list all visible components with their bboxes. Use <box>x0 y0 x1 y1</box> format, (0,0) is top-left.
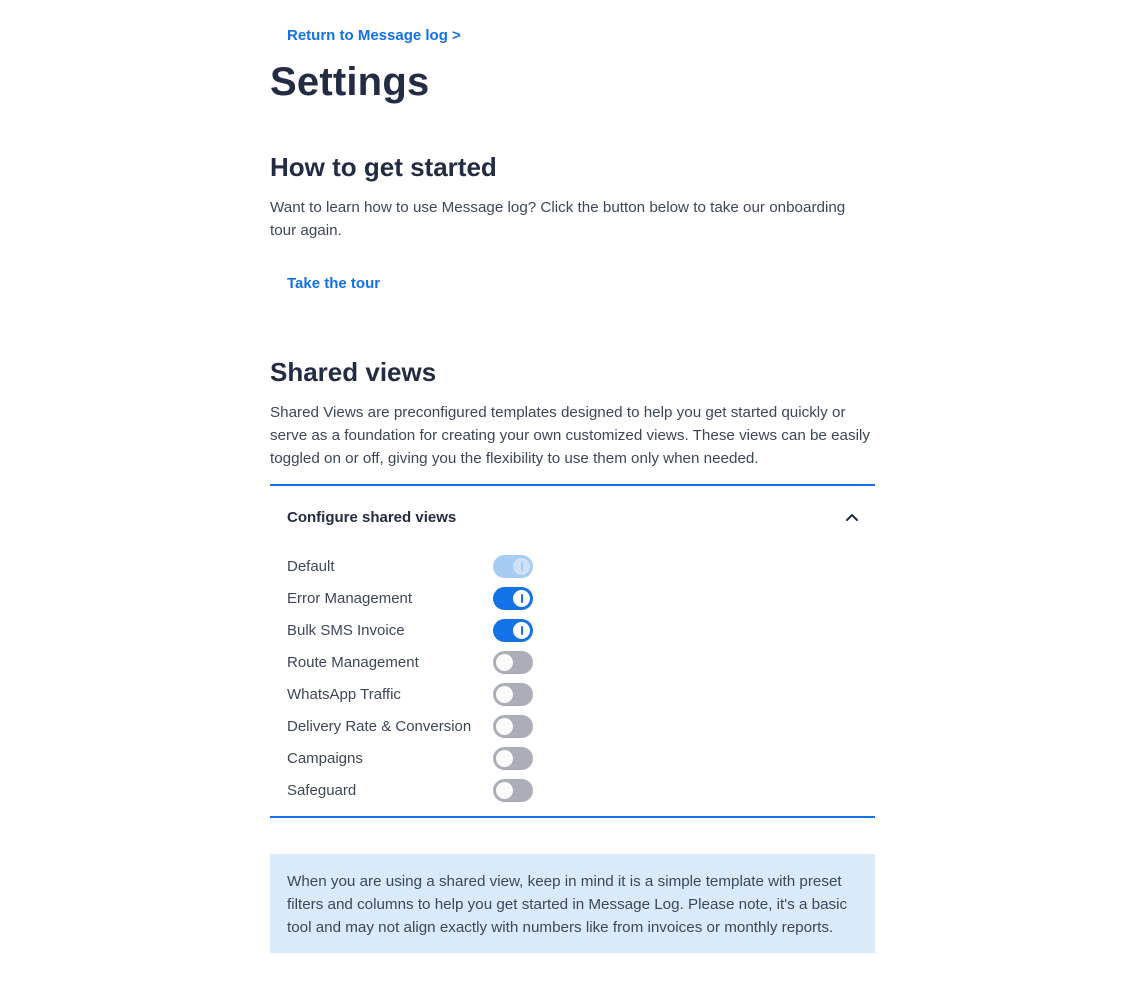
page-title: Settings <box>270 60 430 104</box>
get-started-section <box>270 152 875 293</box>
shared-view-note-text: When you are using a shared view, keep in mind it is a simple template with preset filters and columns to help you get started in Message Log. Please note, it's a basic tool and may not align exactly with numbers like from invoices or monthly reports. <box>287 873 848 936</box>
toggle-row <box>287 614 875 646</box>
shared-views-toggle-list <box>270 550 875 806</box>
toggle-row <box>287 742 875 774</box>
toggle-row <box>287 646 875 678</box>
toggle-label-campaigns: Campaigns <box>287 749 363 767</box>
toggle-row <box>287 710 875 742</box>
shared-views-heading: Shared views <box>270 357 437 387</box>
toggle-label-delivery-rate-conversion: Delivery Rate & Conversion <box>287 717 472 735</box>
toggle-label-bulk-sms-invoice: Bulk SMS Invoice <box>287 621 405 639</box>
configure-shared-views-label: Configure shared views <box>287 509 457 526</box>
toggle-label-error-management: Error Management <box>287 589 413 607</box>
toggle-switch-whatsapp-traffic[interactable] <box>493 683 533 706</box>
get-started-description: Want to learn how to use Message log? Click the button below to take our onboarding tour again. <box>270 199 846 239</box>
toggle-switch-campaigns[interactable] <box>493 747 533 770</box>
toggle-label-route-management: Route Management <box>287 653 419 671</box>
take-the-tour-link[interactable]: Take the tour <box>287 275 381 292</box>
toggle-label-default: Default <box>287 557 335 575</box>
settings-page <box>270 0 875 982</box>
toggle-row <box>287 774 875 806</box>
toggle-row <box>287 550 875 582</box>
get-started-heading: How to get started <box>270 152 497 182</box>
toggle-switch-error-management[interactable] <box>493 587 533 610</box>
toggle-switch-route-management[interactable] <box>493 651 533 674</box>
toggle-switch-delivery-rate-conversion[interactable] <box>493 715 533 738</box>
shared-views-description: Shared Views are preconfigured templates designed to help you get started quickly or serve as a foundation for creating your own customized views. These views can be easily toggled on or off, giving you the flexibility to use them only when needed. <box>270 404 870 467</box>
section-divider-bottom <box>270 816 875 818</box>
toggle-switch-safeguard[interactable] <box>493 779 533 802</box>
toggle-label-whatsapp-traffic: WhatsApp Traffic <box>287 685 401 703</box>
toggle-row <box>287 582 875 614</box>
shared-views-section <box>270 357 875 953</box>
shared-view-note-box <box>270 854 875 953</box>
chevron-up-icon[interactable] <box>845 513 859 522</box>
configure-shared-views-header[interactable] <box>270 486 875 526</box>
return-to-message-log-link[interactable]: Return to Message log > <box>287 27 461 44</box>
toggle-switch-bulk-sms-invoice[interactable] <box>493 619 533 642</box>
toggle-switch-default[interactable] <box>493 555 533 578</box>
toggle-label-safeguard: Safeguard <box>287 781 357 799</box>
toggle-row <box>287 678 875 710</box>
